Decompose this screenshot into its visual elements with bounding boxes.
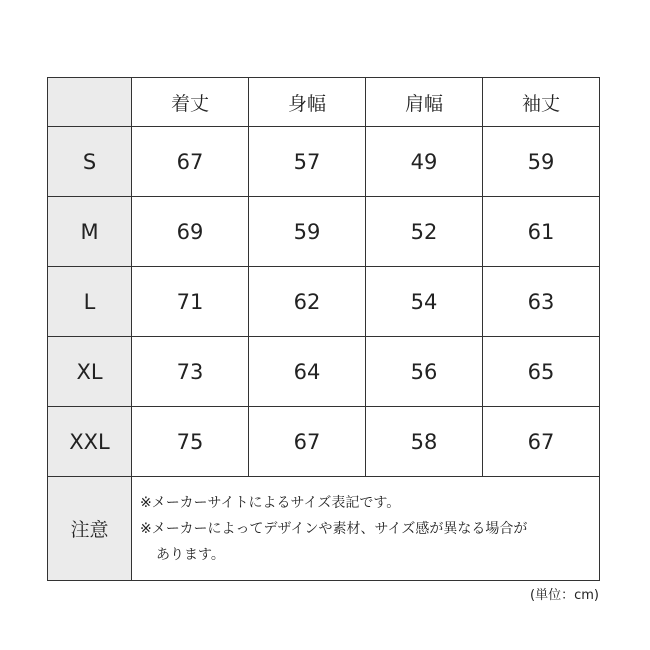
table-cell: 67 xyxy=(132,127,249,197)
size-label: XL xyxy=(48,337,132,407)
table-row xyxy=(48,337,600,407)
notes-label: 注意 xyxy=(48,477,132,581)
notes-body xyxy=(132,477,600,581)
table-cell: 59 xyxy=(483,127,600,197)
size-table xyxy=(47,77,600,581)
size-label: XXL xyxy=(48,407,132,477)
table-cell: 65 xyxy=(483,337,600,407)
unit-note: (単位：cm) xyxy=(530,588,599,603)
table-row xyxy=(48,407,600,477)
note-line: ※メーカーによってデザインや素材、サイズ感が異なる場合が xyxy=(140,521,528,537)
header-sleeve: 袖丈 xyxy=(483,78,600,127)
table-cell: 54 xyxy=(366,267,483,337)
table-cell: 49 xyxy=(366,127,483,197)
table-cell: 52 xyxy=(366,197,483,267)
table-cell: 67 xyxy=(483,407,600,477)
table-cell: 71 xyxy=(132,267,249,337)
table-cell: 67 xyxy=(249,407,366,477)
header-width: 身幅 xyxy=(249,78,366,127)
table-row xyxy=(48,197,600,267)
table-row xyxy=(48,267,600,337)
notes-row xyxy=(48,477,600,581)
header-length: 着丈 xyxy=(132,78,249,127)
table-cell: 73 xyxy=(132,337,249,407)
table-cell: 63 xyxy=(483,267,600,337)
table-cell: 61 xyxy=(483,197,600,267)
table-cell: 75 xyxy=(132,407,249,477)
table-cell: 69 xyxy=(132,197,249,267)
note-line: ※メーカーサイトによるサイズ表記です。 xyxy=(140,495,401,511)
table-cell: 58 xyxy=(366,407,483,477)
size-label: M xyxy=(48,197,132,267)
table-cell: 62 xyxy=(249,267,366,337)
table-row xyxy=(48,127,600,197)
table-cell: 56 xyxy=(366,337,483,407)
table-cell: 59 xyxy=(249,197,366,267)
size-label: S xyxy=(48,127,132,197)
header-shoulder: 肩幅 xyxy=(366,78,483,127)
header-corner-cell xyxy=(48,78,132,127)
header-row xyxy=(48,78,600,127)
table-cell: 64 xyxy=(249,337,366,407)
note-line: あります。 xyxy=(156,547,225,563)
size-label: L xyxy=(48,267,132,337)
table-cell: 57 xyxy=(249,127,366,197)
